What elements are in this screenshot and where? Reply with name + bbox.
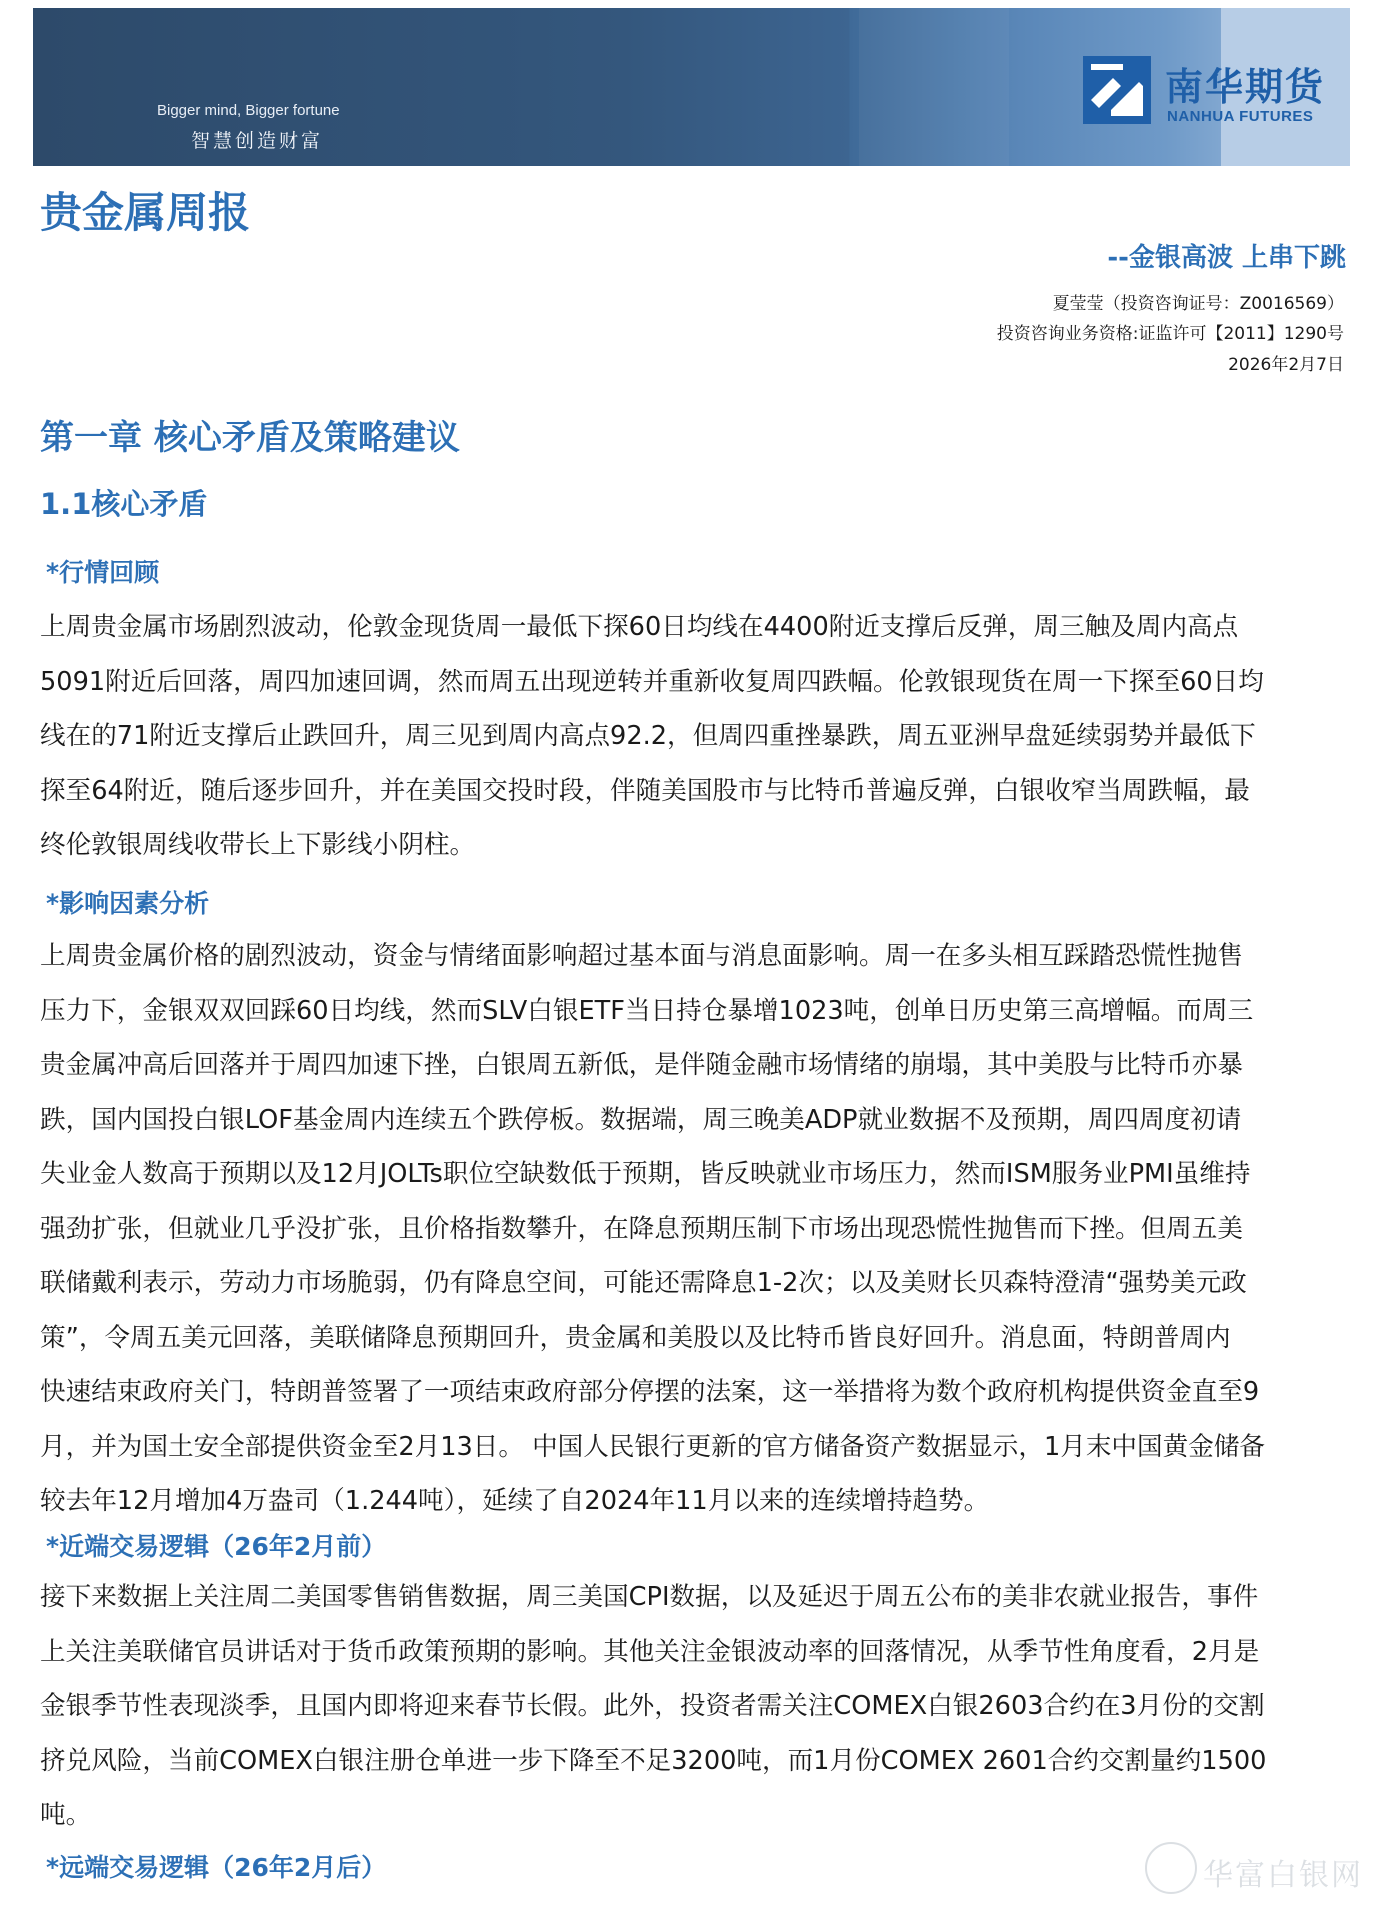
text-line: 压力下，金银双双回踩60日均线，然而SLV白银ETF当日持仓暴增1023吨，创单日历史第三高增幅。而周三 xyxy=(40,995,1254,1026)
paragraph-near-term-logic xyxy=(40,1570,1345,1843)
paragraph-market-review xyxy=(40,600,1345,873)
text-line: 挤兑风险，当前COMEX白银注册仓单进一步下降至不足3200吨，而1月份COMEX 2601合约交割量约1500 xyxy=(40,1745,1267,1776)
text-line: 上周贵金属市场剧烈波动，伦敦金现货周一最低下探60日均线在4400附近支撑后反弹，周三触及周内高点 xyxy=(40,612,1239,642)
section-heading: 1.1核心矛盾 xyxy=(40,487,208,521)
text-line: 吨。 xyxy=(40,1800,92,1830)
chapter-heading: 第一章 核心矛盾及策略建议 xyxy=(40,418,460,458)
watermark-text: 华富白银网 xyxy=(1203,1858,1363,1893)
paragraph-factor-analysis xyxy=(40,929,1345,1529)
text-line: 较去年12月增加4万盎司（1.244吨），延续了自2024年11月以来的连续增持趋势。 xyxy=(40,1486,990,1516)
report-date: 2026年2月7日 xyxy=(1228,355,1344,375)
company-logo xyxy=(1083,50,1333,134)
subheading-near-term-logic: *近端交易逻辑（26年2月前） xyxy=(46,1532,387,1561)
text-line: 探至64附近，随后逐步回升，并在美国交投时段，伴随美国股市与比特币普遍反弹，白银收窄当周跌幅，最 xyxy=(40,775,1250,806)
text-line: 上周贵金属价格的剧烈波动，资金与情绪面影响超过基本面与消息面影响。周一在多头相互踩踏恐慌性抛售 xyxy=(40,941,1243,971)
text-line: 失业金人数高于预期以及12月JOLTs职位空缺数低于预期，皆反映就业市场压力，然而ISM服务业PMI虽维持 xyxy=(40,1159,1251,1189)
report-title: 贵金属周报 xyxy=(40,188,251,237)
text-line: 线在的71附近支撑后止跌回升，周三见到周内高点92.2，但周四重挫暴跌，周五亚洲早盘延续弱势并最低下 xyxy=(40,721,1256,751)
text-line: 快速结束政府关门，特朗普签署了一项结束政府部分停摆的法案，这一举措将为数个政府机构提供资金直至9 xyxy=(40,1377,1260,1407)
slogan-chinese: 智慧创造财富 xyxy=(191,130,324,152)
nanhua-logo-icon xyxy=(1083,56,1151,124)
text-line: 贵金属冲高后回落并于周四加速下挫，白银周五新低，是伴随金融市场情绪的崩塌，其中美股与比特币亦暴 xyxy=(40,1050,1243,1080)
watermark xyxy=(1145,1840,1363,1894)
watermark-logo-icon xyxy=(1145,1842,1197,1894)
text-line: 上关注美联储官员讲话对于货币政策预期的影响。其他关注金银波动率的回落情况，从季节性角度看，2月是 xyxy=(40,1636,1260,1667)
text-line: 金银季节性表现淡季，且国内即将迎来春节长假。此外，投资者需关注COMEX白银2603合约在3月份的交割 xyxy=(40,1691,1265,1721)
text-line: 5091附近后回落，周四加速回调，然而周五出现逆转并重新收复周四跌幅。伦敦银现货在周一下探至60日均 xyxy=(40,666,1264,697)
logo-chinese-name: 南华期货 xyxy=(1165,65,1326,109)
text-line: 强劲扩张，但就业几乎没扩张，且价格指数攀升，在降息预期压制下市场出现恐慌性抛售而下挫。但周五美 xyxy=(40,1213,1243,1244)
header-banner xyxy=(33,8,1350,166)
banner-band xyxy=(859,8,1009,166)
subheading-factor-analysis: *影响因素分析 xyxy=(46,889,210,918)
text-line: 策”，令周五美元回落，美联储降息预期回升，贵金属和美股以及比特币皆良好回升。消息面，特朗普周内 xyxy=(40,1322,1231,1353)
license-line: 投资咨询业务资格:证监许可【2011】1290号 xyxy=(996,324,1344,344)
slogan-english: Bigger mind, Bigger fortune xyxy=(157,102,340,119)
subheading-far-term-logic: *远端交易逻辑（26年2月后） xyxy=(46,1853,387,1882)
text-line: 接下来数据上关注周二美国零售销售数据，周三美国CPI数据，以及延迟于周五公布的美非农就业报告，事件 xyxy=(40,1582,1259,1612)
author-line: 夏莹莹（投资咨询证号：Z0016569） xyxy=(1052,294,1344,314)
text-line: 联储戴利表示，劳动力市场脆弱，仍有降息空间，可能还需降息1-2次；以及美财长贝森特澄清“强势美元政 xyxy=(40,1268,1247,1298)
logo-english-name: NANHUA FUTURES xyxy=(1167,108,1314,125)
report-subtitle: --金银高波 上串下跳 xyxy=(1107,243,1346,273)
subheading-market-review: *行情回顾 xyxy=(46,558,160,587)
text-line: 终伦敦银周线收带长上下影线小阴柱。 xyxy=(40,830,476,860)
text-line: 跌，国内国投白银LOF基金周内连续五个跌停板。数据端，周三晚美ADP就业数据不及预期，周四周度初请 xyxy=(40,1104,1242,1135)
text-line: 月，并为国土安全部提供资金至2月13日。 中国人民银行更新的官方储备资产数据显示，1月末中国黄金储备 xyxy=(40,1431,1265,1462)
